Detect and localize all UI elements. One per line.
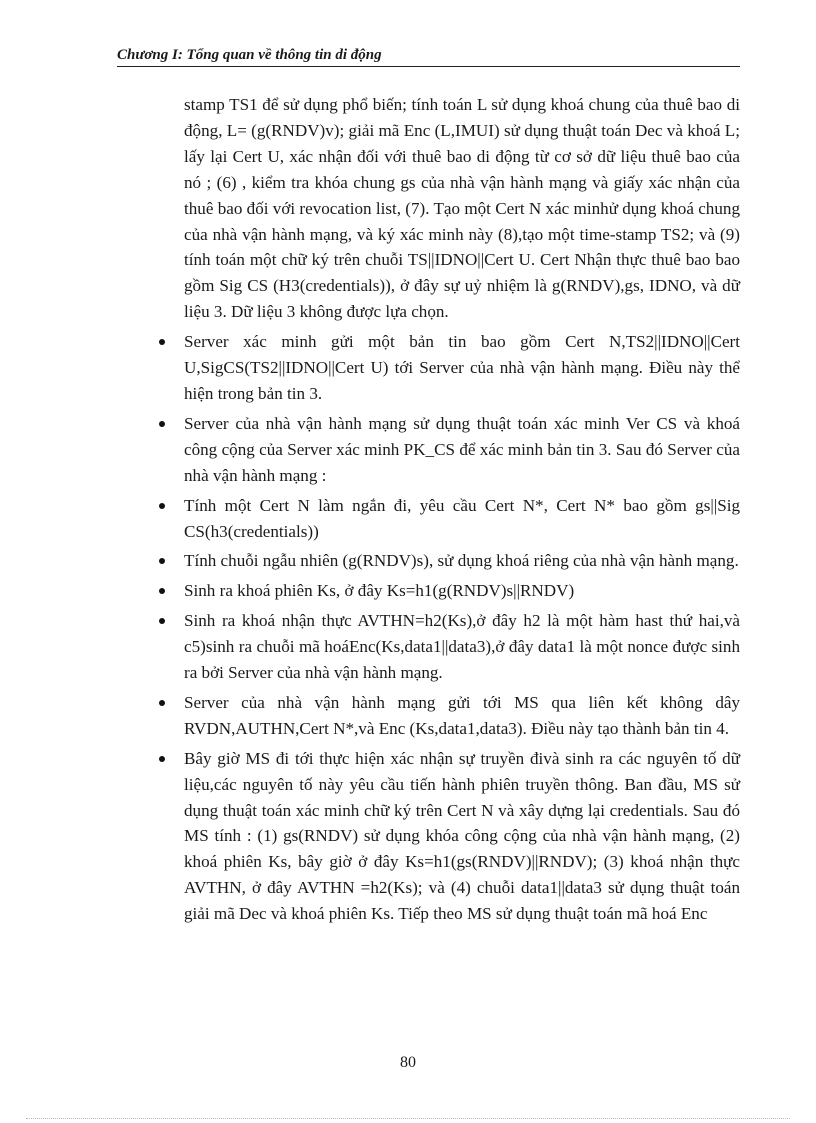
list-item — [148, 329, 740, 407]
page-number: 80 — [400, 1054, 416, 1071]
list-item-text: Tính chuỗi ngẫu nhiên (g(RNDV)s), sử dụng khoá riêng của nhà vận hành mạng. — [184, 551, 739, 571]
list-item — [148, 608, 740, 686]
bullet-icon — [159, 756, 165, 762]
page-header: Chương I: Tổng quan về thông tin di động — [117, 47, 740, 67]
list-item — [148, 690, 740, 742]
list-item-text: Server của nhà vận hành mạng sử dụng thuật toán xác minh Ver CS và khoá công cộng của Server xác minh PK_CS để xác minh bản tin 3. Sau đó Server của nhà vận hành mạng : — [184, 413, 740, 485]
bullet-icon — [159, 618, 165, 624]
bullet-icon — [159, 421, 165, 427]
list-item — [148, 548, 740, 574]
list-item — [148, 493, 740, 545]
list-item — [148, 411, 740, 489]
intro-paragraph: stamp TS1 để sử dụng phổ biến; tính toán L sử dụng khoá chung của thuê bao di động, L= (g(RNDV)v); giải mã Enc (L,IMUI) sử dụng thuật toán Dec và khoá L; lấy lại Cert U, xác nhận đối với thuê bao di động từ cơ sở dữ liệu thuê bao của nó ; (6) , kiểm tra khóa chung gs của nhà vận hành mạng và giấy xác nhận của thuê bao đối với revocation list, (7). Tạo một Cert N xác minhử dụng khoá chung của nhà vận hành mạng, và ký xác minh này (8),tạo một time-stamp TS2; và (9) tính toán một chữ ký trên chuỗi TS||IDNO||Cert U. Cert Nhận thực thuê bao bao gồm Sig CS (H3(credentials)), ở đây sự uỷ nhiệm là g(RNDV),gs, IDNO, và dữ liệu 3. Dữ liệu 3 không được lựa chọn. — [184, 95, 740, 322]
list-item-text: Bây giờ MS đi tới thực hiện xác nhận sự truyền đivà sinh ra các nguyên tố dữ liệu,các nguyên tố này yêu cầu tiến hành phiên truyền thông. Ban đầu, MS sử dụng thuật toán xác minh chữ ký trên Cert N và xây dựng lại credentials. Sau đó MS tính : (1) gs(RNDV) sử dụng khóa công cộng của nhà vận hành mạng, (2) khoá phiên Ks, bây giờ ở đây Ks=h1(gs(RNDV)||RNDV); (3) khoá nhận thực AVTHN, ở đây AVTHN =h2(Ks); và (4) chuỗi data1||data3 sử dụng thuật toán giải mã Dec và khoá phiên Ks. Tiếp theo MS sử dụng thuật toán mã hoá Enc — [184, 748, 740, 924]
bullet-icon — [159, 339, 165, 345]
list-item-text: Sinh ra khoá phiên Ks, ở đây Ks=h1(g(RNDV)s||RNDV) — [184, 581, 575, 601]
bullet-icon — [159, 700, 165, 706]
page-body — [148, 92, 740, 927]
list-item — [148, 578, 740, 604]
list-item-text: Server của nhà vận hành mạng gửi tới MS qua liên kết không dây RVDN,AUTHN,Cert N*,và Enc (Ks,data1,data3). Điều này tạo thành bản tin 4. — [184, 692, 740, 738]
list-item-text: Server xác minh gửi một bản tin bao gồm Cert N,TS2||IDNO||Cert U,SigCS(TS2||IDNO||Cert U) tới Server của nhà vận hành mạng. Điều này thể hiện trong bản tin 3. — [184, 332, 740, 403]
list-item-text: Tính một Cert N làm ngắn đi, yêu cầu Cert N*, Cert N* bao gồm gs||Sig CS(h3(credentials)) — [184, 495, 740, 541]
bullet-icon — [159, 503, 165, 509]
list-item — [148, 746, 740, 927]
bullet-icon — [159, 588, 165, 594]
bullet-icon — [159, 558, 165, 564]
list-item-text: Sinh ra khoá nhận thực AVTHN=h2(Ks),ở đây h2 là một hàm hast thứ hai,và c5)sinh ra chuỗi mã hoáEnc(Ks,data1||data3),ở đây data1 là một nonce được sinh ra bởi Server của nhà vận hành mạng. — [184, 611, 740, 683]
page-bottom-divider — [26, 1118, 790, 1119]
bullet-list — [148, 329, 740, 927]
